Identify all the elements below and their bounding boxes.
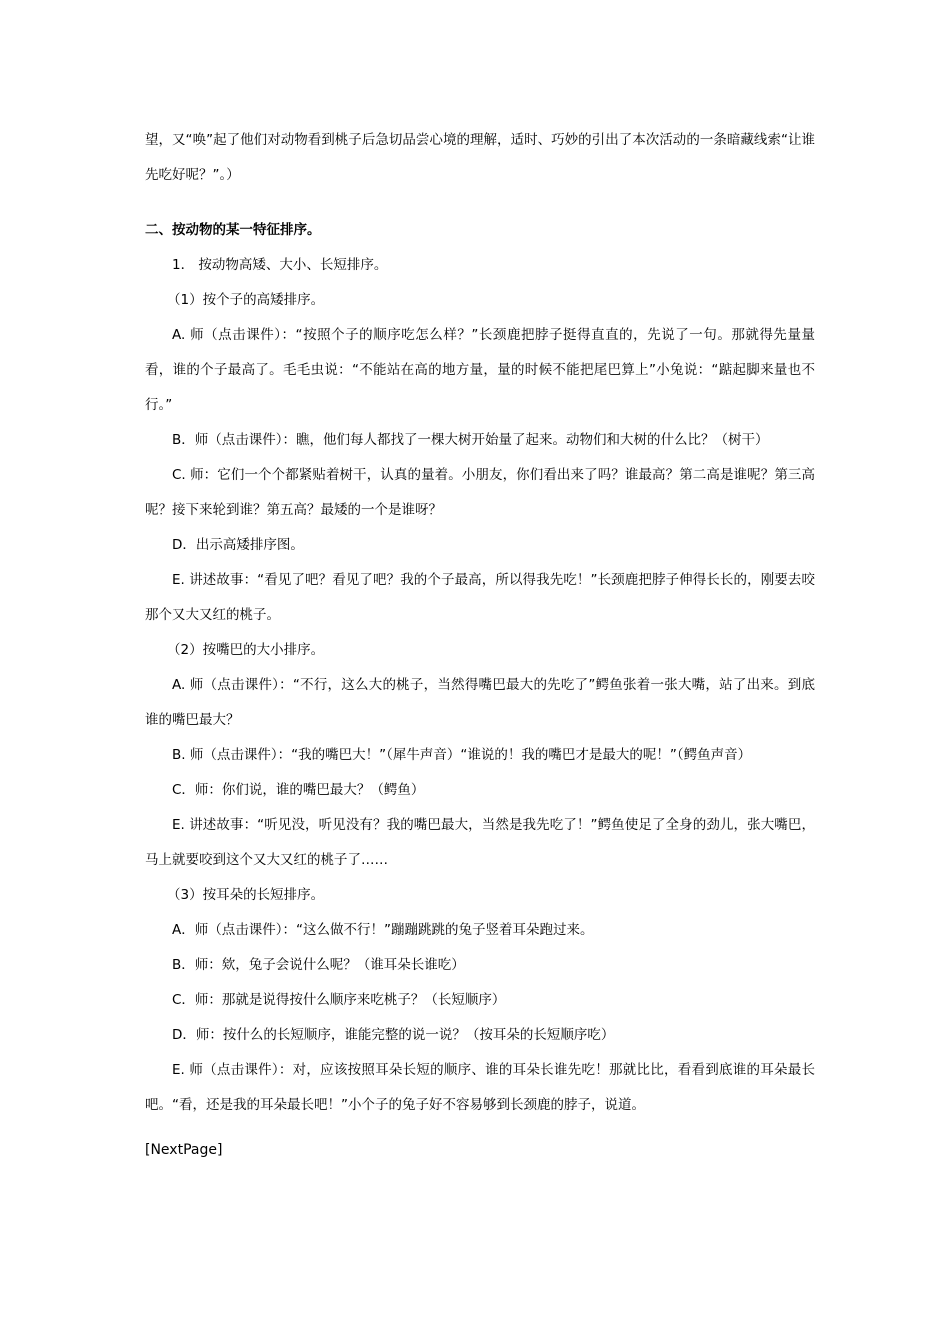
paragraph-mouth-c: C．师：你们说，谁的嘴巴最大？（鳄鱼） (172, 782, 425, 798)
paragraph-ears-c: C．师：那就是说得按什么顺序来吃桃子？（长短顺序） (172, 992, 506, 1008)
paragraph-ears-b: B．师：欸，兔子会说什么呢？（谁耳朵长谁吃） (172, 957, 465, 973)
paragraph-ears-a: A．师（点击课件）：“这么做不行！”蹦蹦跳跳的兔子竖着耳朵跑过来。 (172, 922, 594, 938)
document-body (145, 123, 815, 1168)
paragraph-mouth-e: E. 讲述故事：“听见没，听见没有？我的嘴巴最大，当然是我先吃了！”鳄鱼使足了全身的劲儿，张大嘴巴，马上就要咬到这个又大又红的桃子了…… (145, 817, 815, 868)
paragraph-height-e: E. 讲述故事：“看见了吧？看见了吧？我的个子最高，所以得我先吃！”长颈鹿把脖子伸得长长的，刚要去咬那个又大又红的桃子。 (145, 572, 815, 623)
paragraph-height-d: D．出示高矮排序图。 (172, 537, 304, 553)
list-item-1: 1． 按动物高矮、大小、长短排序。 (172, 257, 388, 273)
paragraph-height-a: A. 师（点击课件）：“按照个子的顺序吃怎么样？”长颈鹿把脖子挺得直直的，先说了一句。那就得先量量看，谁的个子最高了。毛毛虫说：“不能站在高的地方量，量的时候不能把尾巴算上”小兔说：“踮起脚来量也不行。” (145, 327, 815, 413)
paragraph-ears-e: E. 师（点击课件）：对，应该按照耳朵长短的顺序、谁的耳朵长谁先吃！那就比比，看看到底谁的耳朵最长吧。“看，还是我的耳朵最长吧！”小个子的兔子好不容易够到长颈鹿的脖子，说道。 (145, 1062, 815, 1113)
subsection-height: （1）按个子的高矮排序。 (167, 292, 325, 308)
paragraph-mouth-b: B. 师（点击课件）：“我的嘴巴大！”（犀牛声音）“谁说的！我的嘴巴才是最大的呢！”（鳄鱼声音） (172, 747, 752, 763)
subsection-ears: （3）按耳朵的长短排序。 (167, 887, 325, 903)
paragraph-height-c: C. 师：它们一个个都紧贴着树干，认真的量着。小朋友，你们看出来了吗？谁最高？第二高是谁呢？第三高呢？接下来轮到谁？第五高？最矮的一个是谁呀？ (145, 467, 815, 518)
paragraph-height-b: B．师（点击课件）：瞧，他们每人都找了一棵大树开始量了起来。动物们和大树的什么比？（树干） (172, 432, 769, 448)
intro-continuation: 望，又“唤”起了他们对动物看到桃子后急切品尝心境的理解，适时、巧妙的引出了本次活动的一条暗藏线索“让谁先吃好呢？”。） (145, 132, 815, 183)
paragraph-mouth-a: A. 师（点击课件）：“不行，这么大的桃子，当然得嘴巴最大的先吃了”鳄鱼张着一张大嘴，站了出来。到底谁的嘴巴最大？ (145, 677, 815, 728)
section-heading: 二、按动物的某一特征排序。 (145, 222, 321, 238)
subsection-mouth: （2）按嘴巴的大小排序。 (167, 642, 325, 658)
paragraph-ears-d: D．师：按什么的长短顺序，谁能完整的说一说？（按耳朵的长短顺序吃） (172, 1027, 615, 1043)
next-page-marker: [NextPage] (145, 1142, 223, 1158)
